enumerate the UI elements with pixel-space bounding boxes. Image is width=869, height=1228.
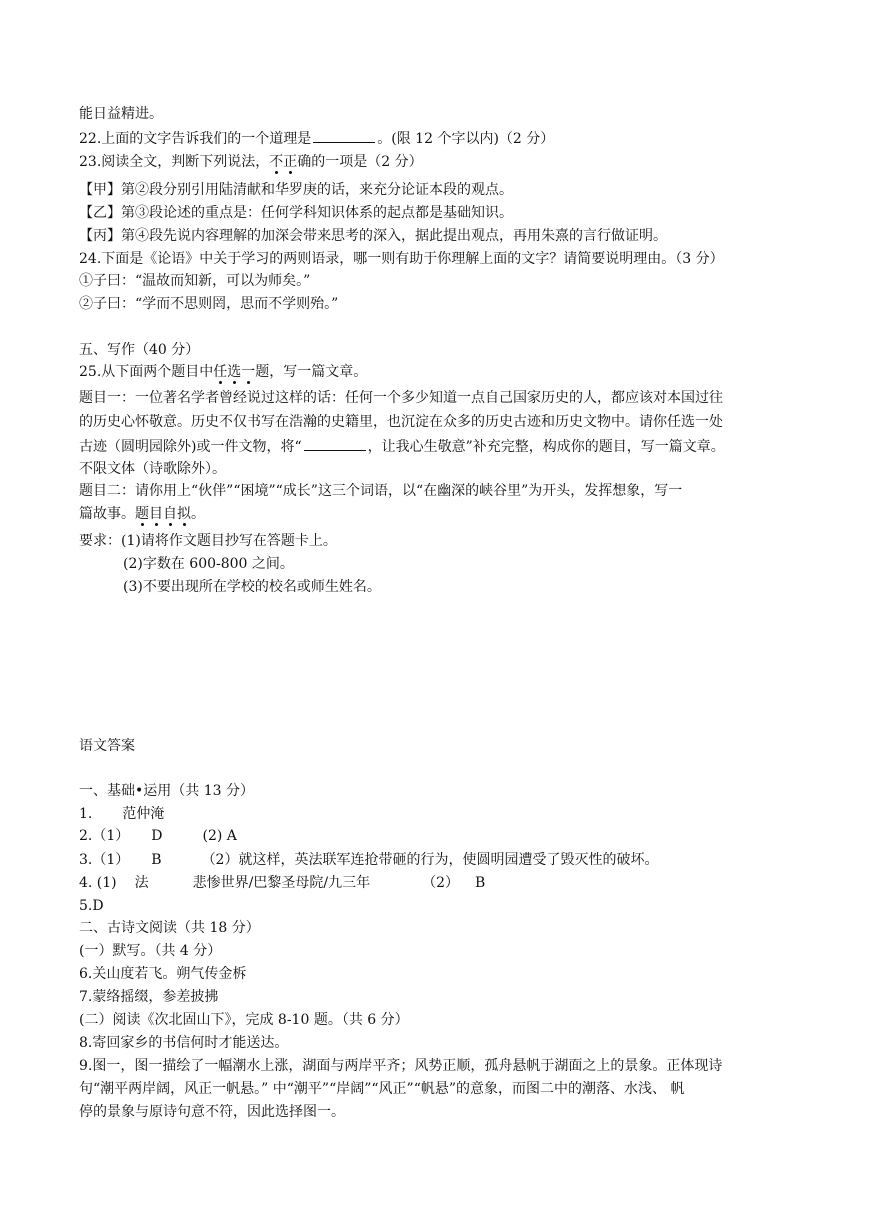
question-24: 24.下面是《论语》中关于学习的两则语录，哪一则有助于你理解上面的文字？请简要说明理由。（3 分） bbox=[79, 251, 724, 267]
answers-subsection-1: (一）默写。（共 4 分） bbox=[79, 943, 222, 959]
question-22: 22.上面的文字告诉我们的一个道理是 。(限 12 个字以内)（2 分） bbox=[79, 128, 554, 149]
topic-1-line-1: 题目一：一位著名学者曾经说过这样的话：任何一个多少知道一点自己国家历史的人，都应该对本国过往 bbox=[79, 390, 723, 406]
emphasis-char: 自 bbox=[163, 506, 177, 522]
option-yi: 【乙】第③段论述的重点是：任何学科知识体系的起点都是基础知识。 bbox=[79, 205, 513, 221]
answers-section-2: 二、古诗文阅读（共 18 分） bbox=[79, 920, 260, 936]
answer-9-line-3: 停的景象与原诗句意不符，因此选择图一。 bbox=[79, 1104, 345, 1120]
topic-2-line-1: 题目二：请你用上“伙伴”“困境”“成长”这三个词语，以“在幽深的峡谷里”为开头，发挥想象，写一 bbox=[79, 483, 683, 499]
answer-9-line-2: 句“潮平两岸阔，风正一帆悬。” 中“潮平”“岸阔”“风正”“帆悬”的意象，而图二中的潮落、水浅、 帆 bbox=[79, 1081, 685, 1097]
answer-blank bbox=[304, 436, 366, 451]
emphasis-char: 目 bbox=[149, 506, 163, 522]
requirement-label: 要求： bbox=[79, 533, 121, 549]
emphasis-char: 不 bbox=[269, 154, 284, 170]
answer-1: 1. 范仲淹 bbox=[79, 806, 165, 822]
emphasis-char: 正 bbox=[283, 154, 298, 170]
topic-1-line-2: 的历史心怀敬意。历史不仅书写在浩瀚的史籍里，也沉淀在众多的历史古迹和历史文物中。请你任选一处 bbox=[79, 414, 723, 430]
answer-4: 4. (1) 法 悲惨世界/巴黎圣母院/九三年 （2） B bbox=[79, 875, 486, 891]
topic-1-line-4: 不限文体（诗歌除外）。 bbox=[79, 461, 226, 477]
section-writing-heading: 五、写作（40 分） bbox=[79, 342, 200, 358]
emphasis-char: 题 bbox=[135, 506, 149, 522]
requirement-3: (3)不要出现所在学校的校名或师生姓名。 bbox=[123, 579, 381, 595]
answer-5: 5.D bbox=[79, 898, 104, 914]
quote-2: ②子曰：“学而不思则罔，思而不学则殆。” bbox=[79, 296, 339, 312]
answer-3: 3.（1） B （2）就这样，英法联军连抢带砸的行为，使圆明园遭受了毁灭性的破坏。 bbox=[79, 852, 659, 868]
topic-1-line-3: 古迹（圆明园除外)或一件文物，将“ ，让我心生敬意”补充完整，构成你的题目，写一篇文章。 bbox=[79, 436, 725, 457]
requirement-2: (2)字数在 600-800 之间。 bbox=[123, 556, 294, 572]
answer-blank bbox=[313, 128, 375, 143]
answer-8: 8.寄回家乡的书信何时才能送达。 bbox=[79, 1035, 289, 1051]
quote-1: ①子曰：“温故而知新，可以为师矣。” bbox=[79, 273, 311, 289]
emphasis-char: 拟 bbox=[177, 506, 191, 522]
question-23: 23.阅读全文，判断下列说法，不正确的一项是（2 分） bbox=[79, 154, 423, 170]
emphasis-char: 一 bbox=[241, 364, 256, 380]
answers-section-1: 一、基础•运用（共 13 分） bbox=[79, 783, 254, 799]
answer-6: 6.关山度若飞。朔气传金柝 bbox=[79, 966, 247, 982]
option-jia: 【甲】第②段分别引用陆清献和华罗庚的话，来充分论证本段的观点。 bbox=[79, 182, 513, 198]
requirement-1: 要求：(1)请将作文题目抄写在答题卡上。 bbox=[79, 533, 337, 549]
emphasis-char: 选 bbox=[227, 364, 242, 380]
emphasis-char: 任 bbox=[213, 364, 228, 380]
topic-2-line-2: 篇故事。题目自拟。 bbox=[79, 506, 205, 522]
continuation-text: 能日益精进。 bbox=[79, 106, 163, 122]
question-25: 25.从下面两个题目中任选一题，写一篇文章。 bbox=[79, 364, 368, 380]
answers-subsection-2: (二）阅读《次北固山下》，完成 8-10 题。（共 6 分） bbox=[79, 1012, 409, 1028]
answer-9-line-1: 9.图一，图一描绘了一幅潮水上涨，湖面与两岸平齐；风势正顺，孤舟悬帆于湖面之上的景象。正体现诗 bbox=[79, 1058, 723, 1074]
answer-2: 2.（1） D (2) A bbox=[79, 828, 237, 844]
option-bing: 【丙】第④段先说内容理解的加深会带来思考的深入，据此提出观点，再用朱熹的言行做证明。 bbox=[79, 228, 667, 244]
answer-7: 7.蒙络摇缀，参差披拂 bbox=[79, 989, 219, 1005]
answers-title: 语文答案 bbox=[79, 738, 135, 754]
